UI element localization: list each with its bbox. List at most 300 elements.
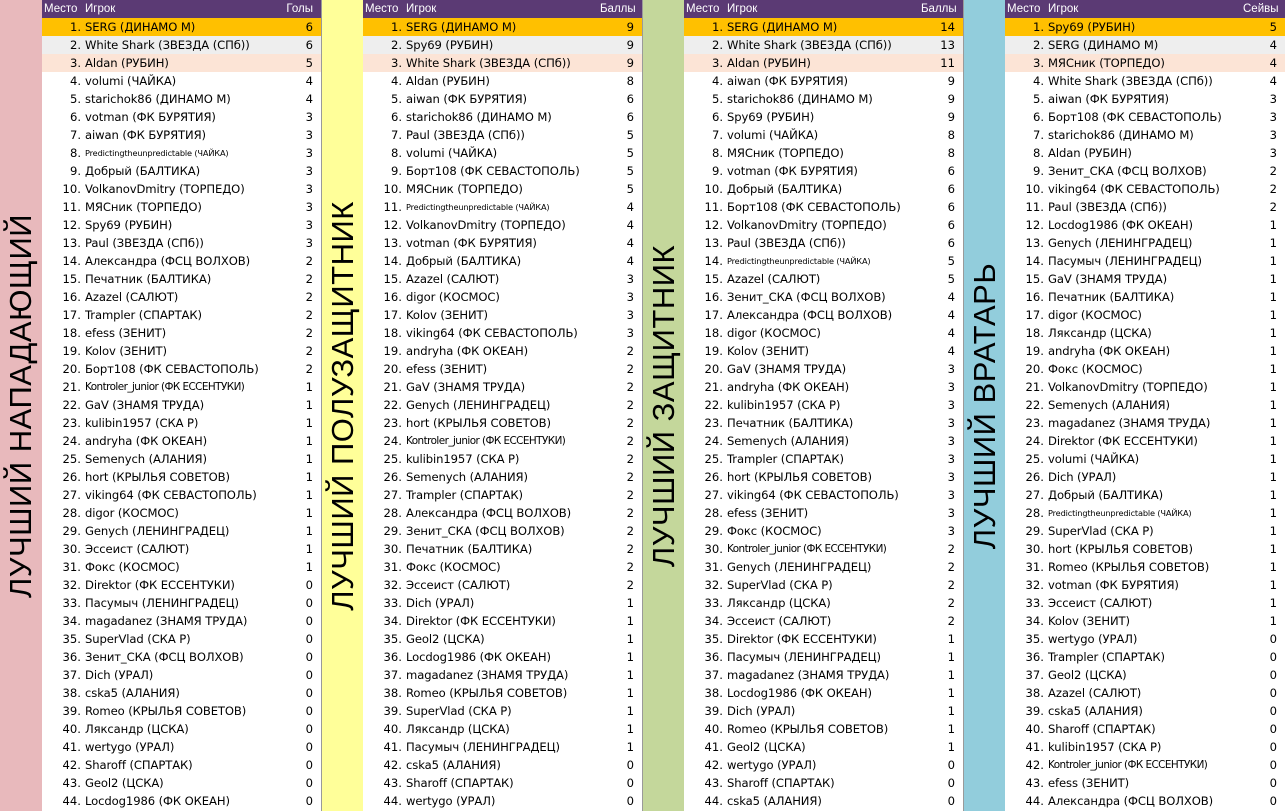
- table-row: [363, 486, 642, 504]
- table-row: [684, 576, 963, 594]
- row-player: White Shark (ЗВЕЗДА (СПб)): [727, 38, 892, 52]
- row-place: 37.: [1025, 668, 1044, 682]
- row-place: 25.: [383, 452, 402, 466]
- row-place: 37.: [62, 668, 81, 682]
- row-player: Paul (ЗВЕЗДА (СПб)): [406, 128, 525, 142]
- row-player: Trampler (СПАРТАК): [406, 488, 523, 502]
- row-place: 2.: [69, 38, 81, 52]
- row-place: 15.: [704, 272, 723, 286]
- row-player: wertygo (УРАЛ): [85, 740, 175, 754]
- row-place: 41.: [1025, 740, 1044, 754]
- table-row: [42, 720, 321, 738]
- row-value: 0: [1269, 704, 1277, 718]
- table-row: [42, 414, 321, 432]
- row-value: 2: [305, 326, 313, 340]
- row-place: 44.: [383, 794, 402, 808]
- row-player: Genych (ЛЕНИНГРАДЕЦ): [406, 398, 551, 412]
- row-value: 4: [947, 308, 955, 322]
- table-row: [42, 378, 321, 396]
- table-row: [1005, 594, 1285, 612]
- row-place: 8.: [1032, 146, 1044, 160]
- table-row: [363, 504, 642, 522]
- row-place: 23.: [704, 416, 723, 430]
- row-value: 3: [947, 398, 955, 412]
- row-value: 4: [947, 290, 955, 304]
- table-row: [363, 468, 642, 486]
- table-row: [1005, 108, 1285, 126]
- row-player: Печатник (БАЛТИКА): [1048, 290, 1175, 304]
- header-value: Голы: [286, 3, 313, 15]
- table-row: [1005, 216, 1285, 234]
- row-player: VolkanovDmitry (ТОРПЕДО): [1048, 380, 1208, 394]
- table-row: [1005, 720, 1285, 738]
- table-row: [1005, 486, 1285, 504]
- row-player: White Shark (ЗВЕЗДА (СПб)): [85, 38, 250, 52]
- row-player: andryha (ФК ОКЕАН): [85, 434, 208, 448]
- row-player: votman (ФК БУРЯТИЯ): [406, 236, 537, 250]
- row-value: 13: [940, 38, 955, 52]
- table-row: [1005, 450, 1285, 468]
- row-player: VolkanovDmitry (ТОРПЕДО): [406, 218, 566, 232]
- row-place: 36.: [704, 650, 723, 664]
- row-player: Aldan (РУБИН): [1048, 146, 1132, 160]
- row-value: 1: [947, 722, 955, 736]
- row-player: Kolov (ЗЕНИТ): [406, 308, 488, 322]
- row-player: Dich (УРАЛ): [85, 668, 154, 682]
- side-title-defender-text: ЛУЧШИЙ ЗАЩИТНИК: [645, 244, 681, 567]
- row-place: 34.: [704, 614, 723, 628]
- row-player: Пасумыч (ЛЕНИНГРАДЕЦ): [1048, 254, 1202, 268]
- row-value: 0: [1269, 758, 1277, 772]
- row-place: 15.: [383, 272, 402, 286]
- row-player: Печатник (БАЛТИКА): [406, 542, 533, 556]
- row-place: 31.: [1025, 560, 1044, 574]
- row-player: Борт108 (ФК СЕВАСТОПОЛЬ): [727, 200, 901, 214]
- row-player: Пасумыч (ЛЕНИНГРАДЕЦ): [406, 740, 560, 754]
- row-place: 8.: [69, 146, 81, 160]
- row-value: 3: [947, 470, 955, 484]
- side-title-goalkeeper-text: ЛУЧШИЙ ВРАТАРЬ: [966, 262, 1002, 549]
- header-place: Место: [44, 3, 78, 15]
- table-row: [1005, 648, 1285, 666]
- row-place: 4.: [69, 74, 81, 88]
- row-value: 0: [1269, 668, 1277, 682]
- row-value: 2: [947, 578, 955, 592]
- row-value: 3: [947, 524, 955, 538]
- row-place: 5.: [69, 92, 81, 106]
- table-row: [684, 648, 963, 666]
- table-row: [363, 270, 642, 288]
- row-value: 1: [305, 398, 313, 412]
- row-player: magadanez (ЗНАМЯ ТРУДА): [85, 614, 248, 628]
- row-player: Locdog1986 (ФК ОКЕАН): [1048, 218, 1193, 232]
- table-row: [684, 252, 963, 270]
- row-value: 2: [626, 452, 634, 466]
- row-player: Semenych (АЛАНИЯ): [406, 470, 528, 484]
- table-row: [363, 144, 642, 162]
- table-row: [1005, 36, 1285, 54]
- row-player: Aldan (РУБИН): [85, 56, 169, 70]
- row-place: 24.: [704, 434, 723, 448]
- table-row: [363, 612, 642, 630]
- row-value: 0: [305, 632, 313, 646]
- row-value: 1: [626, 668, 634, 682]
- row-value: 1: [1269, 326, 1277, 340]
- row-value: 3: [947, 452, 955, 466]
- table-row: [42, 162, 321, 180]
- row-player: Genych (ЛЕНИНГРАДЕЦ): [727, 560, 872, 574]
- row-player: Добрый (БАЛТИКА): [406, 254, 521, 268]
- row-place: 38.: [383, 686, 402, 700]
- table-row: [42, 180, 321, 198]
- row-place: 5.: [390, 92, 402, 106]
- row-player: Ляксандр (ЦСКА): [727, 596, 831, 610]
- table-row: [42, 306, 321, 324]
- row-place: 28.: [62, 506, 81, 520]
- row-player: Locdog1986 (ФК ОКЕАН): [85, 794, 230, 808]
- row-place: 34.: [383, 614, 402, 628]
- row-value: 2: [305, 290, 313, 304]
- row-place: 7.: [69, 128, 81, 142]
- row-place: 16.: [62, 290, 81, 304]
- row-value: 3: [305, 164, 313, 178]
- row-value: 1: [1269, 254, 1277, 268]
- row-place: 38.: [62, 686, 81, 700]
- row-player: aiwan (ФК БУРЯТИЯ): [406, 92, 527, 106]
- table-row: [42, 468, 321, 486]
- row-value: 1: [1269, 434, 1277, 448]
- row-value: 0: [1269, 650, 1277, 664]
- table-row: [363, 792, 642, 810]
- row-player: Predictingtheunpredictable (ЧАЙКА): [727, 256, 871, 266]
- row-player: digor (КОСМОС): [727, 326, 821, 340]
- table-row: [684, 90, 963, 108]
- row-value: 1: [1269, 506, 1277, 520]
- row-place: 6.: [69, 110, 81, 124]
- row-player: andryha (ФК ОКЕАН): [1048, 344, 1171, 358]
- table-row: [363, 558, 642, 576]
- row-place: 8.: [390, 146, 402, 160]
- header-player: Игрок: [406, 3, 437, 15]
- row-player: SuperVlad (СКА Р): [727, 578, 833, 592]
- row-place: 20.: [62, 362, 81, 376]
- table-row: [363, 648, 642, 666]
- table-row: [1005, 504, 1285, 522]
- row-place: 36.: [1025, 650, 1044, 664]
- row-value: 2: [626, 344, 634, 358]
- row-value: 3: [947, 434, 955, 448]
- row-place: 40.: [383, 722, 402, 736]
- row-place: 12.: [1025, 218, 1044, 232]
- row-place: 3.: [69, 56, 81, 70]
- row-place: 44.: [1025, 794, 1044, 808]
- row-place: 26.: [383, 470, 402, 484]
- row-player: Эссеист (САЛЮТ): [727, 614, 832, 628]
- row-player: kulibin1957 (СКА Р): [85, 416, 199, 430]
- row-player: Печатник (БАЛТИКА): [85, 272, 212, 286]
- row-place: 12.: [62, 218, 81, 232]
- row-player: starichok86 (ДИНАМО М): [1048, 128, 1194, 142]
- table-row: [42, 522, 321, 540]
- row-place: 20.: [383, 362, 402, 376]
- row-place: 31.: [704, 560, 723, 574]
- row-place: 33.: [383, 596, 402, 610]
- table-row: [684, 198, 963, 216]
- row-place: 2.: [390, 38, 402, 52]
- row-place: 23.: [62, 416, 81, 430]
- table-row: [42, 792, 321, 810]
- row-player: Эссеист (САЛЮТ): [85, 542, 190, 556]
- row-value: 5: [626, 128, 634, 142]
- row-place: 42.: [383, 758, 402, 772]
- side-title-forward: [0, 0, 42, 811]
- table-row: [1005, 270, 1285, 288]
- row-place: 19.: [1025, 344, 1044, 358]
- table-row: [1005, 414, 1285, 432]
- row-player: Locdog1986 (ФК ОКЕАН): [406, 650, 551, 664]
- row-value: 2: [1269, 182, 1277, 196]
- row-player: White Shark (ЗВЕЗДА (СПб)): [406, 56, 571, 70]
- table-row: [42, 396, 321, 414]
- row-value: 2: [947, 560, 955, 574]
- row-value: 0: [1269, 722, 1277, 736]
- row-place: 17.: [62, 308, 81, 322]
- row-place: 39.: [383, 704, 402, 718]
- row-value: 2: [626, 398, 634, 412]
- row-place: 37.: [704, 668, 723, 682]
- table-row: [363, 738, 642, 756]
- row-place: 23.: [1025, 416, 1044, 430]
- row-value: 5: [626, 146, 634, 160]
- row-place: 4.: [390, 74, 402, 88]
- table-row: [1005, 432, 1285, 450]
- row-value: 1: [626, 650, 634, 664]
- row-player: Sharoff (СПАРТАК): [1048, 722, 1156, 736]
- row-player: SERG (ДИНАМО М): [727, 20, 838, 34]
- row-value: 2: [305, 272, 313, 286]
- row-player: hort (КРЫЛЬЯ СОВЕТОВ): [406, 416, 551, 430]
- row-player: andryha (ФК ОКЕАН): [727, 380, 850, 394]
- row-player: Direktor (ФК ЕССЕНТУКИ): [85, 578, 235, 592]
- table-row: [1005, 558, 1285, 576]
- row-place: 8.: [711, 146, 723, 160]
- row-place: 6.: [390, 110, 402, 124]
- row-place: 42.: [1025, 758, 1044, 772]
- row-place: 43.: [62, 776, 81, 790]
- row-player: Direktor (ФК ЕССЕНТУКИ): [406, 614, 556, 628]
- row-place: 9.: [390, 164, 402, 178]
- header-value: Баллы: [921, 3, 957, 15]
- row-place: 32.: [1025, 578, 1044, 592]
- table-row: [684, 288, 963, 306]
- table-row: [363, 684, 642, 702]
- row-value: 0: [305, 668, 313, 682]
- table-row: [1005, 774, 1285, 792]
- table-row: [363, 162, 642, 180]
- row-value: 8: [626, 74, 634, 88]
- row-player: Ляксандр (ЦСКА): [406, 722, 510, 736]
- row-place: 21.: [704, 380, 723, 394]
- table-row: [42, 198, 321, 216]
- row-player: Зенит_СКА (ФСЦ ВОЛХОВ): [406, 524, 565, 538]
- row-place: 43.: [704, 776, 723, 790]
- row-value: 3: [305, 236, 313, 250]
- row-value: 1: [1269, 578, 1277, 592]
- row-place: 39.: [62, 704, 81, 718]
- header-place: Место: [1007, 3, 1041, 15]
- row-player: aiwan (ФК БУРЯТИЯ): [85, 128, 206, 142]
- row-value: 1: [1269, 380, 1277, 394]
- table-header: [363, 0, 642, 18]
- row-value: 1: [1269, 542, 1277, 556]
- row-player: Зенит_СКА (ФСЦ ВОЛХОВ): [85, 650, 244, 664]
- row-place: 9.: [1032, 164, 1044, 178]
- row-place: 1.: [1032, 20, 1044, 34]
- row-value: 1: [305, 542, 313, 556]
- table-row: [684, 774, 963, 792]
- row-place: 11.: [383, 200, 402, 214]
- table-row: [363, 54, 642, 72]
- row-value: 3: [947, 488, 955, 502]
- row-player: SuperVlad (СКА Р): [85, 632, 191, 646]
- table-row: [42, 612, 321, 630]
- row-value: 1: [626, 686, 634, 700]
- row-player: Geol2 (ЦСКА): [1048, 668, 1127, 682]
- row-value: 4: [305, 74, 313, 88]
- row-player: GaV (ЗНАМЯ ТРУДА): [85, 398, 205, 412]
- row-player: Александра (ФСЦ ВОЛХОВ): [1048, 794, 1214, 808]
- table-row: [363, 666, 642, 684]
- table-row: [363, 234, 642, 252]
- row-value: 1: [1269, 398, 1277, 412]
- table-row: [42, 558, 321, 576]
- row-place: 29.: [62, 524, 81, 538]
- row-value: 0: [1269, 740, 1277, 754]
- table-header: [1005, 0, 1285, 18]
- table-row: [363, 360, 642, 378]
- row-value: 2: [947, 542, 955, 556]
- row-value: 1: [626, 740, 634, 754]
- row-player: МЯСник (ТОРПЕДО): [727, 146, 844, 160]
- row-value: 2: [626, 362, 634, 376]
- table-row: [1005, 18, 1285, 36]
- table-row: [42, 216, 321, 234]
- row-place: 9.: [711, 164, 723, 178]
- table-row: [363, 306, 642, 324]
- table-row: [42, 36, 321, 54]
- row-player: Spy69 (РУБИН): [85, 218, 173, 232]
- row-player: efess (ЗЕНИТ): [1048, 776, 1130, 790]
- row-value: 0: [305, 704, 313, 718]
- table-row: [363, 432, 642, 450]
- row-player: Эссеист (САЛЮТ): [406, 578, 511, 592]
- row-player: Sharoff (СПАРТАК): [85, 758, 193, 772]
- row-place: 19.: [704, 344, 723, 358]
- table-rows: [42, 18, 321, 810]
- row-place: 12.: [704, 218, 723, 232]
- table-row: [1005, 54, 1285, 72]
- row-player: wertygo (УРАЛ): [727, 758, 817, 772]
- row-place: 23.: [383, 416, 402, 430]
- row-value: 2: [305, 344, 313, 358]
- row-player: GaV (ЗНАМЯ ТРУДА): [1048, 272, 1168, 286]
- table-row: [684, 360, 963, 378]
- table-rows: [363, 18, 642, 810]
- row-player: МЯСник (ТОРПЕДО): [1048, 56, 1165, 70]
- row-player: volumi (ЧАЙКА): [727, 128, 819, 142]
- row-player: Печатник (БАЛТИКА): [727, 416, 854, 430]
- table-row: [363, 396, 642, 414]
- table-row: [363, 702, 642, 720]
- row-player: Пасумыч (ЛЕНИНГРАДЕЦ): [85, 596, 239, 610]
- row-place: 34.: [62, 614, 81, 628]
- row-player: SERG (ДИНАМО М): [1048, 38, 1159, 52]
- row-value: 0: [305, 614, 313, 628]
- table-row: [42, 504, 321, 522]
- row-place: 41.: [62, 740, 81, 754]
- row-player: Trampler (СПАРТАК): [727, 452, 844, 466]
- table-midfielder: [363, 0, 643, 811]
- row-player: cska5 (АЛАНИЯ): [406, 758, 501, 772]
- row-place: 26.: [704, 470, 723, 484]
- row-place: 14.: [383, 254, 402, 268]
- row-place: 15.: [62, 272, 81, 286]
- row-value: 1: [626, 596, 634, 610]
- row-value: 4: [305, 92, 313, 106]
- row-place: 7.: [390, 128, 402, 142]
- table-row: [42, 18, 321, 36]
- row-place: 2.: [1032, 38, 1044, 52]
- table-row: [684, 504, 963, 522]
- row-value: 1: [1269, 236, 1277, 250]
- table-row: [684, 450, 963, 468]
- row-player: digor (КОСМОС): [406, 290, 500, 304]
- table-row: [42, 450, 321, 468]
- row-place: 40.: [704, 722, 723, 736]
- row-player: Geol2 (ЦСКА): [727, 740, 806, 754]
- row-place: 33.: [62, 596, 81, 610]
- row-player: Kontroler_junior (ФК ЕССЕНТУКИ): [727, 543, 887, 555]
- side-title-defender: [643, 0, 684, 811]
- row-value: 1: [626, 704, 634, 718]
- row-value: 1: [1269, 272, 1277, 286]
- row-value: 1: [626, 614, 634, 628]
- row-player: starichok86 (ДИНАМО М): [727, 92, 873, 106]
- row-value: 2: [305, 362, 313, 376]
- row-player: starichok86 (ДИНАМО М): [85, 92, 231, 106]
- row-player: Genych (ЛЕНИНГРАДЕЦ): [1048, 236, 1193, 250]
- row-player: Kolov (ЗЕНИТ): [727, 344, 809, 358]
- row-place: 3.: [1032, 56, 1044, 70]
- row-player: Dich (УРАЛ): [1048, 470, 1117, 484]
- row-player: efess (ЗЕНИТ): [727, 506, 809, 520]
- row-player: Фокс (КОСМОС): [406, 560, 501, 574]
- row-place: 30.: [704, 542, 723, 556]
- row-player: Azazel (САЛЮТ): [1048, 686, 1142, 700]
- row-player: Romeo (КРЫЛЬЯ СОВЕТОВ): [85, 704, 247, 718]
- row-value: 4: [1269, 74, 1277, 88]
- row-player: magadanez (ЗНАМЯ ТРУДА): [1048, 416, 1211, 430]
- row-value: 1: [1269, 524, 1277, 538]
- row-player: votman (ФК БУРЯТИЯ): [1048, 578, 1179, 592]
- table-rows: [684, 18, 963, 810]
- row-place: 18.: [1025, 326, 1044, 340]
- row-value: 3: [305, 200, 313, 214]
- row-place: 38.: [1025, 686, 1044, 700]
- table-row: [684, 558, 963, 576]
- row-value: 3: [947, 362, 955, 376]
- row-value: 0: [1269, 686, 1277, 700]
